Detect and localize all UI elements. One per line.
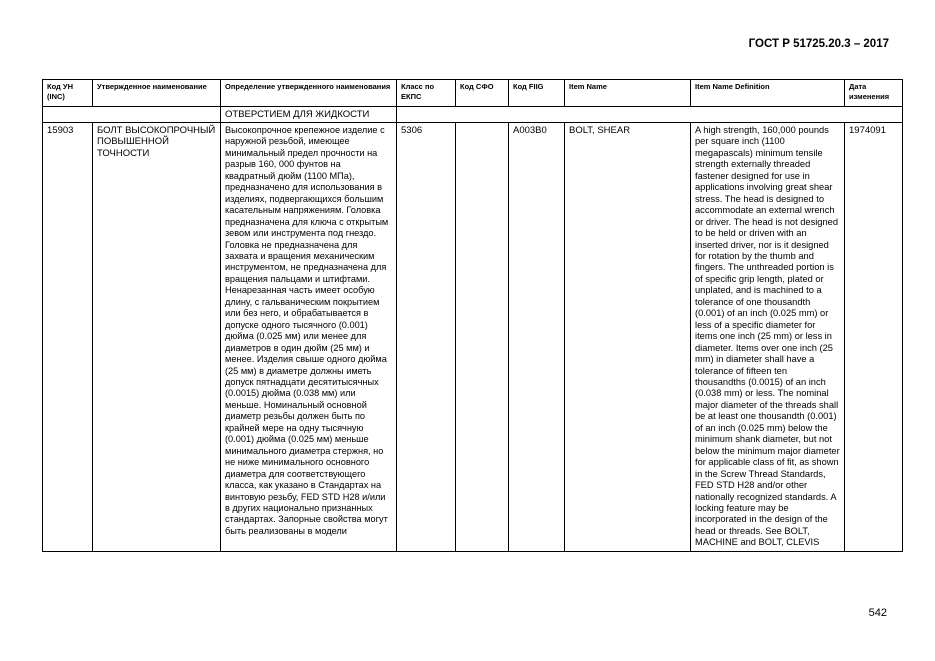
cell-change-date: 1974091 — [845, 123, 903, 552]
col-header-definition: Определение утвержденного наименования — [221, 80, 397, 107]
catalog-table — [42, 79, 903, 552]
cell-sfo-code — [456, 123, 509, 552]
col-header-item-name: Item Name — [565, 80, 691, 107]
cell-ekps-class: 5306 — [397, 123, 456, 552]
col-header-sfo-code: Код СФО — [456, 80, 509, 107]
table-row — [43, 123, 903, 552]
cell-item-name: BOLT, SHEAR — [565, 123, 691, 552]
section-label: ОТВЕРСТИЕМ ДЛЯ ЖИДКОСТИ — [221, 107, 397, 123]
page-number: 542 — [868, 607, 887, 619]
col-header-change-date: Дата изменения — [845, 80, 903, 107]
continuation-row — [43, 107, 903, 123]
col-header-item-definition: Item Name Definition — [691, 80, 845, 107]
col-header-fiig-code: Код FIIG — [509, 80, 565, 107]
cell-approved-name: БОЛТ ВЫСОКОПРОЧНЫЙ ПОВЫШЕННОЙ ТОЧНОСТИ — [93, 123, 221, 552]
cell-inc: 15903 — [43, 123, 93, 552]
blank-span-cell — [397, 107, 903, 123]
cell-item-definition: A high strength, 160,000 pounds per square inch (1100 megapascals) minimum tensile strength externally threaded fastener designed for use in applications involving great shear stress. The head is designed to accommodate an external wrench or driver. The head is not designed to be held or driven with an inserted driver, nor is it designed for rotation by the thumb and fingers. The unthreaded portion is of specific grip length, plated or unplated, and is machined to a tolerance of one thousandth (0.001) of an inch (0.025 mm) or less of a specific diameter for items one inch (25 mm) or less in diameter. Items over one inch (25 mm) in diameter shall have a tolerance of fifteen ten thousandths (0.0015) of an inch (0.038 mm) or less. The nominal major diameter of the threads shall be at least one thousandth (0.001) of an inch (0.025 mm) below the minimum shank diameter, but not below the minimum major diameter for applicable class of fit, as shown in the Screw Thread Standards, FED STD H28 and/or other nationally recognized standards. A locking feature may be incorporated in the design of the head or threads. See BOLT, MACHINE and BOLT, CLEVIS — [691, 123, 845, 552]
table-header-row — [43, 80, 903, 107]
col-header-ekps-class: Класс по ЕКПС — [397, 80, 456, 107]
blank-cell — [43, 107, 93, 123]
cell-fiig-code: A003B0 — [509, 123, 565, 552]
col-header-inc: Код УН (INC) — [43, 80, 93, 107]
col-header-approved-name: Утвержденное наименование — [93, 80, 221, 107]
blank-cell — [93, 107, 221, 123]
cell-definition: Высокопрочное крепежное изделие с наружной резьбой, имеющее минимальный предел прочности на разрыв 160, 000 фунтов на квадратный дюйм (1100 МПа), предназначено для использования в изделиях, подвергающихся большим касательным напряжениям. Головка предназначена для ключа с открытым зевом или инструмента под гнездо. Головка не предназначена для захвата и вращения механическим инструментом, не предназначена для вращения пальцами и штифтами. Ненарезанная часть имеет особую длину, с гальваническим покрытием или без него, и обрабатывается в допуске одного тысячного (0.001) дюйма (0.025 мм) или менее для диаметров в один дюйм (25 мм) и менее. Изделия свыше одного дюйма (25 мм) в диаметре должны иметь допуск пятнадцати десятитысячных (0.0015) дюйма (0.038 мм) или меньше. Номинальный основной диаметр резьбы должен быть по крайней мере на одну тысячную (0.001) дюйма (0.025 мм) меньше минимального диаметра стержня, но не ниже минимального основного диаметра для соответствующего класса, как указано в Стандартах на винтовую резьбу, FED STD H28 и/или в других национально признанных стандартах. Запорные свойства могут быть реализованы в модели — [221, 123, 397, 552]
document-standard-header: ГОСТ Р 51725.20.3 – 2017 — [748, 38, 889, 50]
